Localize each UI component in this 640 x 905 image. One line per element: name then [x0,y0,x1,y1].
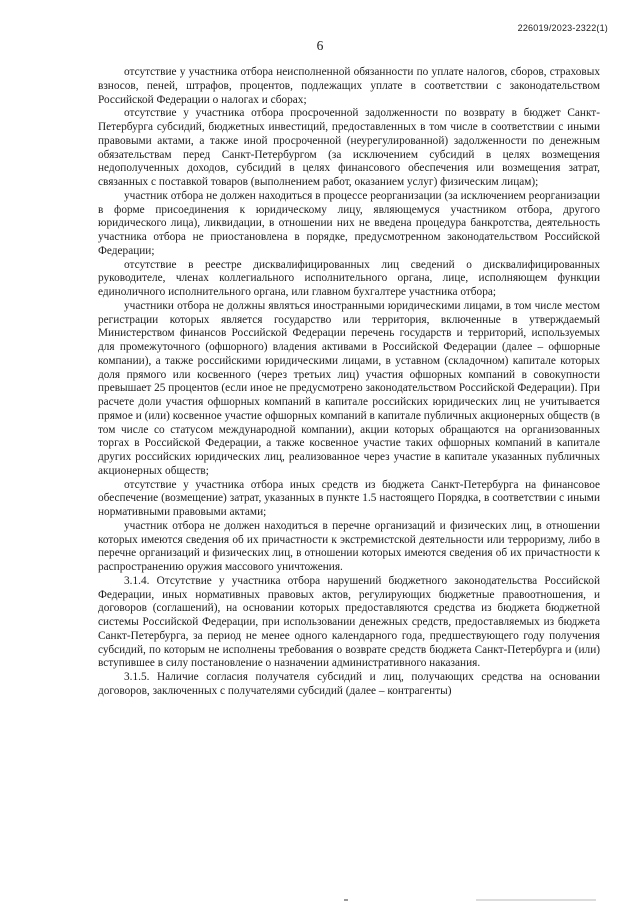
document-number: 226019/2023-2322(1) [517,23,608,33]
paragraph-other-funds: отсутствие у участника отбора иных средств из бюджета Санкт-Петербурга на финансовое обеспечение (возмещение) затрат, указанных в пункте 1.5 настоящего Порядка, в соответствии с иными нормативными правовыми актами; [98,478,600,518]
paragraph-offshore: участники отбора не должны являться иностранными юридическими лицами, в том числе местом регистрации которых является государство или территория, включенные в утверждаемый Министерством финансов Российской Федерации перечень государств и территорий, используемых для промежуточного (офшорного) владения активами в Российской Федерации (далее – офшорные компании), а также российскими юридическими лицами, в уставном (складочном) капитале которых доля прямого или косвенного (через третьих лиц) участия офшорных компаний в совокупности превышает 25 процентов (если иное не предусмотрено законодательством Российской Федерации). При расчете доли участия офшорных компаний в капитале российских юридических лиц не учитывается прямое и (или) косвенное участие офшорных компаний в капитале публичных акционерных обществ (в том числе со статусом международной компании), акции которых обращаются на организованных торгах в Российской Федерации, а также косвенное участие таких офшорных компаний в капитале других российских юридических лиц, реализованное через участие в капитале указанных публичных акционерных обществ; [98,299,600,477]
paragraph-reorganization: участник отбора не должен находиться в процессе реорганизации (за исключением реорганизации в форме присоединения к юридическому лицу, являющемуся участником отбора, другого юридического лица), ликвидации, в отношении них не введена процедура банкротства, деятельность участника отбора не приостановлена в порядке, предусмотренном законодательством Российской Федерации; [98,189,600,257]
document-body [98,66,600,699]
scan-artifact [476,899,596,901]
paragraph-3-1-5: 3.1.5. Наличие согласия получателя субсидий и лиц, получающих средства на основании договоров, заключенных с получателями субсидий (далее – контрагенты) [98,671,600,697]
paragraph-3-1-4: 3.1.4. Отсутствие у участника отбора нарушений бюджетного законодательства Российской Федерации, иных нормативных правовых актов, регулирующих бюджетные правоотношения, и договоров (соглашений), на основании которых предоставляются средства из бюджета бюджетной системы Российской Федерации, при использовании денежных средств, предоставляемых из бюджета Санкт-Петербурга, за период не менее одного календарного года, предшествующего году получения субсидий, по которым не исполнены требования о возврате средств бюджета Санкт-Петербурга и (или) вступившее в силу постановление о назначении административного наказания. [98,574,600,670]
paragraph-extremism-list: участник отбора не должен находиться в перечне организаций и физических лиц, в отношении которых имеются сведения об их причастности к экстремистской деятельности или терроризму, либо в перечне организаций и физических лиц, в отношении которых имеются сведения об их причастности к распространению оружия массового уничтожения. [98,519,600,573]
paragraph-disqualified-registry: отсутствие в реестре дисквалифицированных лиц сведений о дисквалифицированных руководителе, членах коллегиального исполнительного органа, лице, исполняющем функции единоличного исполнительного органа, или главном бухгалтере участника отбора; [98,258,600,298]
scan-artifact [344,899,348,901]
page-number: 6 [316,38,324,53]
paragraph-taxes: отсутствие у участника отбора неисполненной обязанности по уплате налогов, сборов, страховых взносов, пеней, штрафов, процентов, подлежащих уплате в соответствии с законодательством Российской Федерации о налогах и сборах; [98,66,600,106]
paragraph-overdue-debt: отсутствие у участника отбора просроченной задолженности по возврату в бюджет Санкт-Петербурга субсидий, бюджетных инвестиций, предоставленных в том числе в соответствии с иными правовыми актами, а также иной просроченной (неурегулированной) задолженности по денежным обязательствам перед Санкт-Петербургом (за исключением субсидий в целях возмещения недополученных доходов, субсидий в целях финансового обеспечения или возмещения затрат, связанных с поставкой товаров (выполнением работ, оказанием услуг) физическим лицам); [98,107,600,188]
